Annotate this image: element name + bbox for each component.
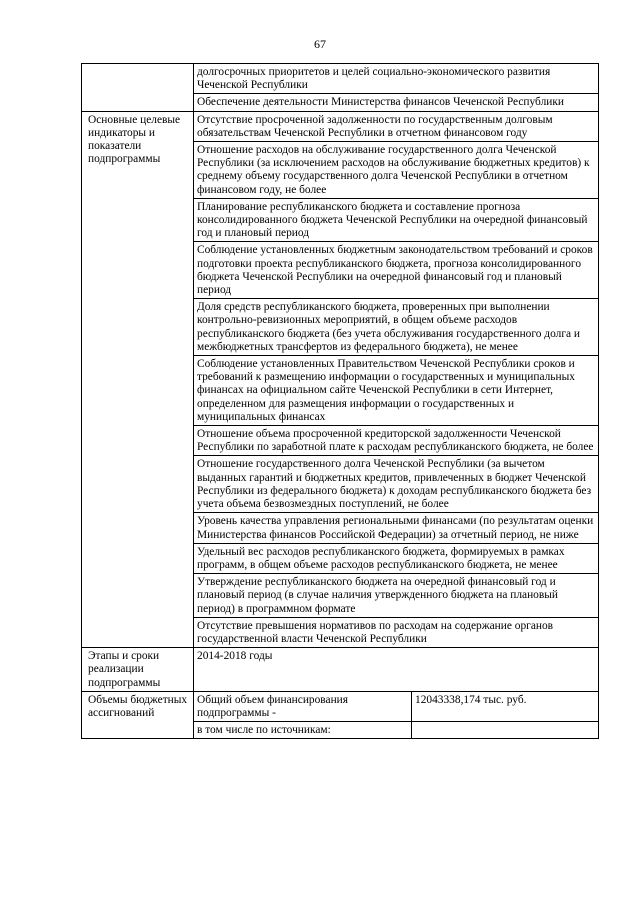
indicator-item: Удельный вес расходов республиканского бюджета, формируемых в рамках программ, в общем объеме расходов республиканского бюджета, не менее bbox=[194, 543, 599, 573]
indicator-item: Отношение расходов на обслуживание государственного долга Чеченской Республики (за исключением расходов на обслуживание бюджетных кредитов) к среднему объему государственного долга Чеченской Республики в отчетном финансовом году, не более bbox=[194, 142, 599, 199]
funding-sources-value bbox=[412, 722, 599, 739]
page-number: 67 bbox=[314, 37, 326, 51]
table-row bbox=[82, 64, 599, 94]
indicator-item: Утверждение республиканского бюджета на очередной финансовый год и плановый период (в случае наличия утвержденного бюджета на плановый период) в программном формате bbox=[194, 574, 599, 618]
indicator-item: Доля средств республиканского бюджета, проверенных при выполнении контрольно-ревизионных мероприятий, в общем объеме расходов республиканского бюджета (без учета обслуживания государственного долга и межбюджетных трансфертов из федерального бюджета), не менее bbox=[194, 299, 599, 356]
empty-label-cell bbox=[82, 64, 194, 112]
subprogram-passport-table bbox=[81, 63, 599, 739]
stages-value: 2014-2018 годы bbox=[194, 648, 599, 692]
table-row bbox=[82, 691, 599, 721]
indicator-item: Отсутствие просроченной задолженности по государственным долговым обязательствам Чеченской Республики в отчетном финансовом году bbox=[194, 111, 599, 141]
funding-sources-label: в том числе по источникам: bbox=[194, 722, 412, 739]
funding-label: Объемы бюджетных ассигнований bbox=[82, 691, 194, 739]
indicator-item: Соблюдение установленных бюджетным законодательством требований и сроков подготовки проекта республиканского бюджета, прогноза консолидированного бюджета Чеченской Республики на очередной финансовый год и плановый период bbox=[194, 242, 599, 299]
indicators-label: Основные целевые индикаторы и показатели подпрограммы bbox=[82, 111, 194, 648]
table-row bbox=[82, 111, 599, 141]
indicator-item: Отношение объема просроченной кредиторской задолженности Чеченской Республики по заработной плате к расходам республиканского бюджета, не более bbox=[194, 426, 599, 456]
table-cell: Обеспечение деятельности Министерства финансов Чеченской Республики bbox=[194, 94, 599, 111]
indicator-item: Соблюдение установленных Правительством Чеченской Республики сроков и требований к размещению информации о государственных и муниципальных финансах на официальном сайте Чеченской Республики в сети Интернет, определенном для размещения информации о государственных и муниципальных финансах bbox=[194, 356, 599, 426]
funding-total-value: 12043338,174 тыс. руб. bbox=[412, 691, 599, 721]
indicator-item: Планирование республиканского бюджета и составление прогноза консолидированного бюджета Чеченской Республики на очередной финансовый год и плановый период bbox=[194, 198, 599, 242]
stages-label: Этапы и сроки реализации подпрограммы bbox=[82, 648, 194, 692]
table-row bbox=[82, 648, 599, 692]
table-cell: долгосрочных приоритетов и целей социально-экономического развития Чеченской Республики bbox=[194, 64, 599, 94]
indicator-item: Уровень качества управления региональными финансами (по результатам оценки Министерства финансов Российской Федерации) за отчетный период, не ниже bbox=[194, 513, 599, 543]
funding-total-label: Общий объем финансирования подпрограммы - bbox=[194, 691, 412, 721]
indicator-item: Отсутствие превышения нормативов по расходам на содержание органов государственной власти Чеченской Республики bbox=[194, 617, 599, 647]
indicator-item: Отношение государственного долга Чеченской Республики (за вычетом выданных гарантий и бюджетных кредитов, привлеченных в бюджет Чеченской Республики из федерального бюджета) к доходам республиканского бюджета без учета объема безвозмездных поступлений, не более bbox=[194, 456, 599, 513]
